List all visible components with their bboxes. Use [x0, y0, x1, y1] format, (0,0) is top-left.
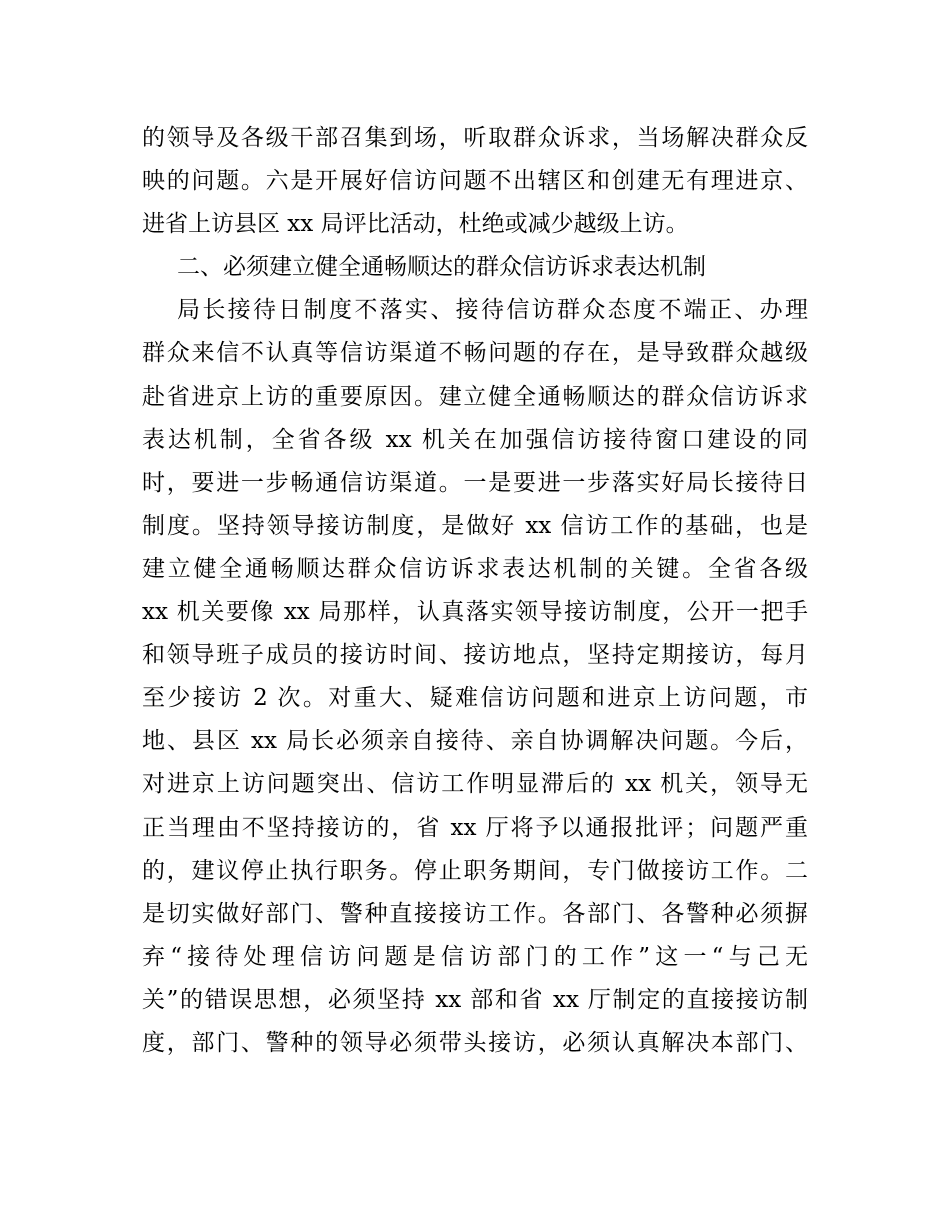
text-line: 制度。坚持领导接访制度，是做好 xx 信访工作的基础，也是: [142, 512, 808, 539]
text-line: xx 机关要像 xx 局那样，认真落实领导接访制度，公开一把手: [142, 599, 808, 626]
text-line: 对进京上访问题突出、信访工作明显滞后的 xx 机关，领导无: [142, 771, 808, 798]
text-line: 赴省进京上访的重要原因。建立健全通畅顺达的群众信访诉求: [142, 383, 808, 410]
text-line: 表达机制，全省各级 xx 机关在加强信访接待窗口建设的同: [142, 426, 808, 453]
text-line: 至少接访 2 次。对重大、疑难信访问题和进京上访问题，市: [142, 685, 808, 712]
text-line: 映的问题。六是开展好信访问题不出辖区和创建无有理进京、: [142, 168, 808, 195]
text-line: 局长接待日制度不落实、接待信访群众态度不端正、办理: [177, 297, 808, 324]
text-line: 建立健全通畅顺达群众信访诉求表达机制的关键。全省各级: [142, 555, 808, 582]
document-body: [142, 117, 808, 1065]
text-line: 是切实做好部门、警种直接接访工作。各部门、各警种必须摒: [142, 900, 808, 927]
text-line: 弃“接待处理信访问题是信访部门的工作”这一“与己无: [142, 943, 808, 970]
text-line: 进省上访县区 xx 局评比活动，杜绝或减少越级上访。: [142, 211, 689, 238]
text-line: 关”的错误思想，必须坚持 xx 部和省 xx 厅制定的直接接访制: [142, 986, 808, 1013]
text-line: 地、县区 xx 局长必须亲自接待、亲自协调解决问题。今后，: [142, 728, 808, 755]
text-line: 时，要进一步畅通信访渠道。一是要进一步落实好局长接待日: [142, 469, 808, 496]
text-line: 正当理由不坚持接访的，省 xx 厅将予以通报批评；问题严重: [142, 814, 808, 841]
text-line: 群众来信不认真等信访渠道不畅问题的存在，是导致群众越级: [142, 340, 808, 367]
text-line: 和领导班子成员的接访时间、接访地点，坚持定期接访，每月: [142, 642, 808, 669]
section-heading: 二、必须建立健全通畅顺达的群众信访诉求表达机制: [177, 254, 706, 281]
text-line: 的，建议停止执行职务。停止职务期间，专门做接访工作。二: [142, 857, 808, 884]
text-line: 的领导及各级干部召集到场，听取群众诉求，当场解决群众反: [142, 125, 808, 151]
text-line: 度，部门、警种的领导必须带头接访，必须认真解决本部门、: [142, 1029, 808, 1056]
